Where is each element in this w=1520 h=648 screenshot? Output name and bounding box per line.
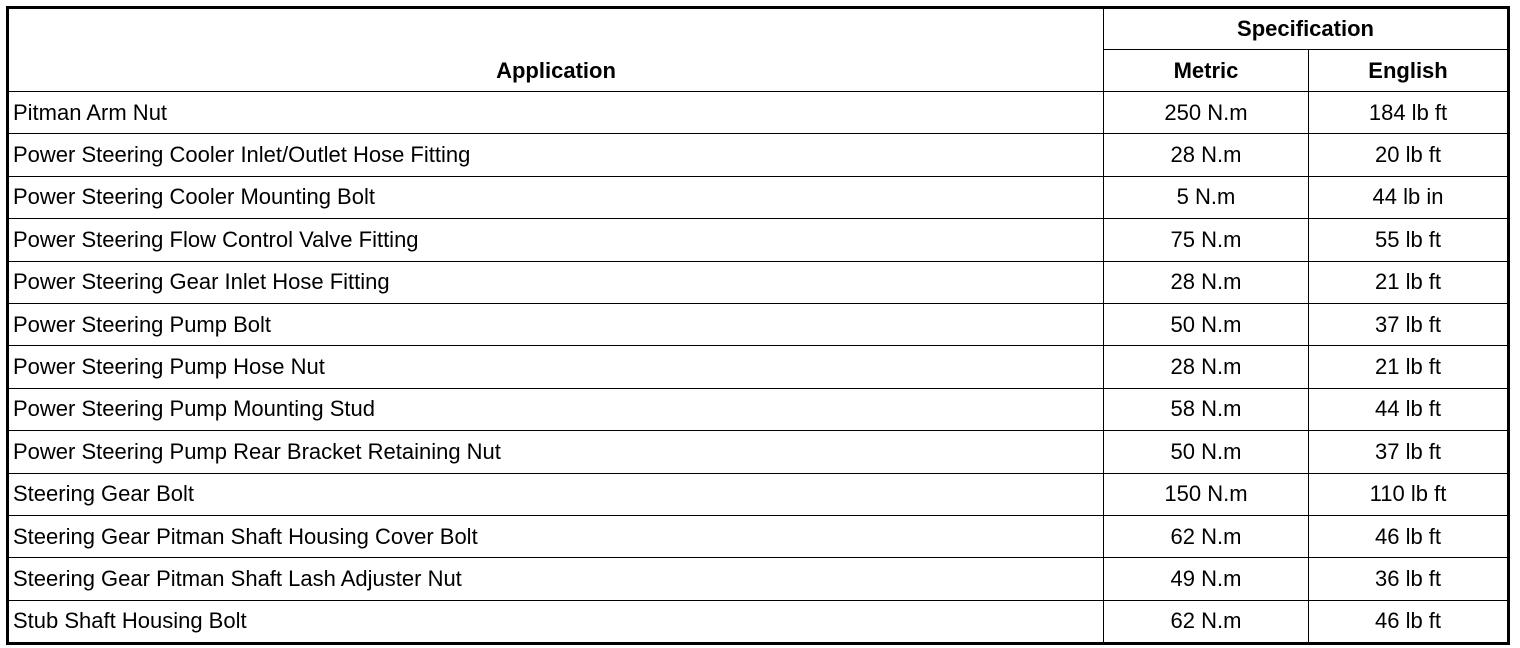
metric-cell: 62 N.m — [1104, 515, 1309, 557]
table-row — [8, 388, 1509, 430]
metric-cell: 28 N.m — [1104, 134, 1309, 176]
application-cell: Steering Gear Pitman Shaft Housing Cover Bolt — [8, 515, 1104, 557]
metric-cell: 58 N.m — [1104, 388, 1309, 430]
table-row — [8, 558, 1509, 600]
english-cell: 37 lb ft — [1309, 431, 1509, 473]
application-cell: Power Steering Pump Hose Nut — [8, 346, 1104, 388]
metric-cell: 150 N.m — [1104, 473, 1309, 515]
metric-cell: 250 N.m — [1104, 92, 1309, 134]
fastener-spec-table — [6, 6, 1510, 645]
metric-cell: 50 N.m — [1104, 431, 1309, 473]
english-cell: 21 lb ft — [1309, 346, 1509, 388]
application-cell: Steering Gear Pitman Shaft Lash Adjuster Nut — [8, 558, 1104, 600]
table-row — [8, 219, 1509, 261]
table-header — [8, 8, 1509, 92]
metric-cell: 75 N.m — [1104, 219, 1309, 261]
table-row — [8, 261, 1509, 303]
application-cell: Power Steering Flow Control Valve Fitting — [8, 219, 1104, 261]
application-cell: Stub Shaft Housing Bolt — [8, 600, 1104, 643]
english-cell: 110 lb ft — [1309, 473, 1509, 515]
header-row — [8, 8, 1509, 50]
application-cell: Steering Gear Bolt — [8, 473, 1104, 515]
table-row — [8, 515, 1509, 557]
english-cell: 44 lb ft — [1309, 388, 1509, 430]
table-body — [8, 92, 1509, 644]
table-row — [8, 92, 1509, 134]
english-cell: 55 lb ft — [1309, 219, 1509, 261]
english-cell: 46 lb ft — [1309, 600, 1509, 643]
application-cell: Power Steering Gear Inlet Hose Fitting — [8, 261, 1104, 303]
english-cell: 46 lb ft — [1309, 515, 1509, 557]
english-cell: 36 lb ft — [1309, 558, 1509, 600]
metric-cell: 62 N.m — [1104, 600, 1309, 643]
metric-cell: 28 N.m — [1104, 261, 1309, 303]
metric-cell: 5 N.m — [1104, 176, 1309, 218]
table-row — [8, 134, 1509, 176]
english-cell: 20 lb ft — [1309, 134, 1509, 176]
application-cell: Power Steering Cooler Inlet/Outlet Hose Fitting — [8, 134, 1104, 176]
table-row — [8, 346, 1509, 388]
table-row — [8, 176, 1509, 218]
application-cell: Power Steering Pump Bolt — [8, 303, 1104, 345]
application-cell: Power Steering Pump Rear Bracket Retaining Nut — [8, 431, 1104, 473]
application-cell: Power Steering Pump Mounting Stud — [8, 388, 1104, 430]
english-cell: 37 lb ft — [1309, 303, 1509, 345]
english-cell: 21 lb ft — [1309, 261, 1509, 303]
english-cell: 44 lb in — [1309, 176, 1509, 218]
metric-column-header: Metric — [1104, 50, 1309, 92]
table-row — [8, 431, 1509, 473]
metric-cell: 49 N.m — [1104, 558, 1309, 600]
english-column-header: English — [1309, 50, 1509, 92]
application-cell: Power Steering Cooler Mounting Bolt — [8, 176, 1104, 218]
table-row — [8, 473, 1509, 515]
application-cell: Pitman Arm Nut — [8, 92, 1104, 134]
english-cell: 184 lb ft — [1309, 92, 1509, 134]
metric-cell: 50 N.m — [1104, 303, 1309, 345]
application-column-header: Application — [8, 8, 1104, 92]
metric-cell: 28 N.m — [1104, 346, 1309, 388]
table-row — [8, 600, 1509, 643]
table-row — [8, 303, 1509, 345]
specification-group-header: Specification — [1104, 8, 1509, 50]
